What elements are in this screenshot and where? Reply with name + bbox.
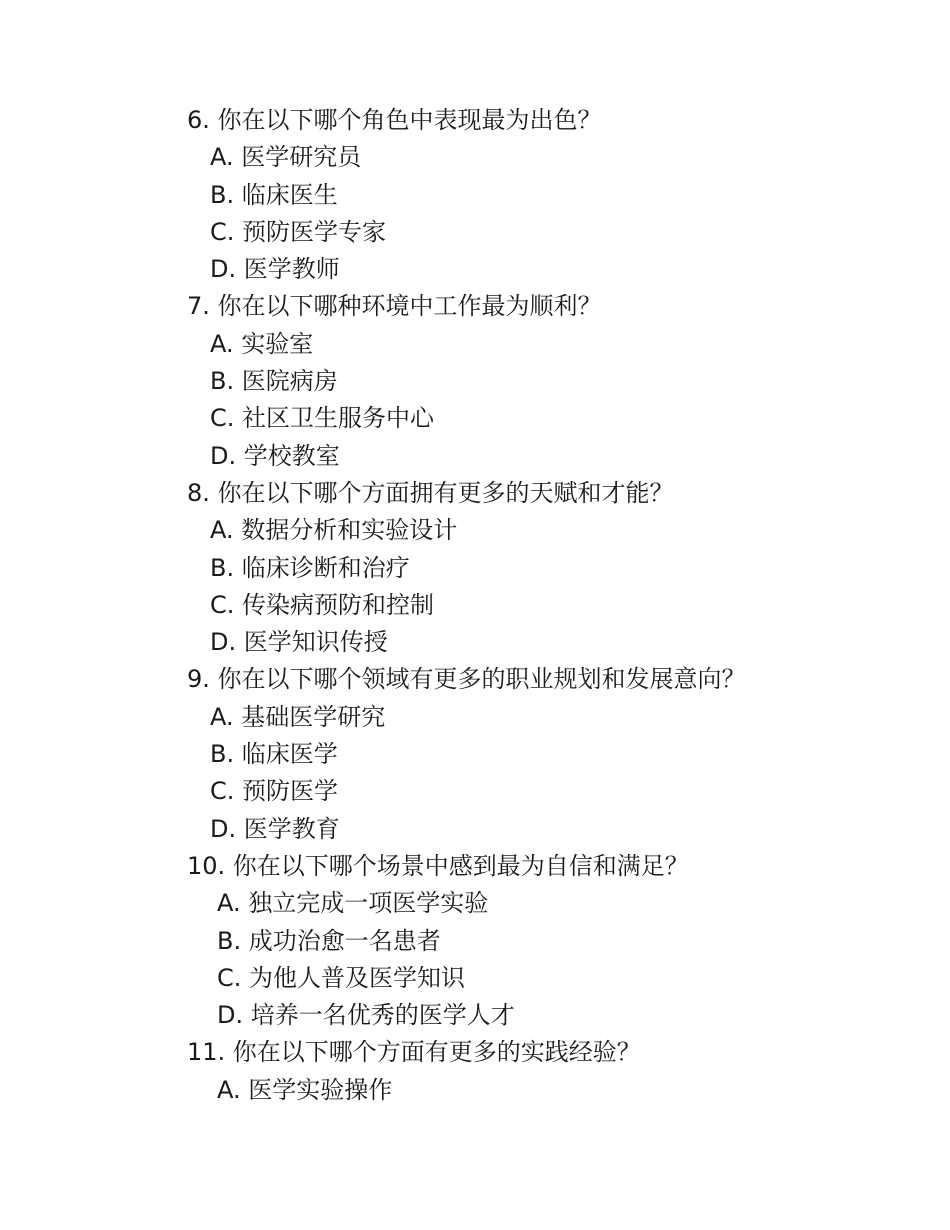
option-b: B. 临床诊断和治疗	[210, 553, 410, 582]
option-b: B. 医院病房	[210, 367, 338, 396]
option-d: D. 医学教育	[210, 814, 340, 843]
option-d: D. 培养一名优秀的医学人才	[217, 1001, 515, 1030]
option-d: D. 医学知识传授	[210, 628, 388, 657]
option-a: A. 医学实验操作	[217, 1075, 393, 1104]
option-a: A. 医学研究员	[210, 143, 362, 172]
question-text: 11. 你在以下哪个方面有更多的实践经验？	[187, 1038, 641, 1067]
option-a: A. 实验室	[210, 329, 314, 358]
option-c: C. 预防医学专家	[210, 217, 387, 246]
question-8	[187, 475, 907, 661]
option-c: C. 预防医学	[210, 777, 339, 806]
option-d: D. 医学教师	[210, 255, 340, 284]
question-6	[187, 102, 907, 288]
option-b: B. 成功治愈一名患者	[217, 926, 441, 955]
question-text: 9. 你在以下哪个领域有更多的职业规划和发展意向？	[187, 665, 746, 694]
option-d: D. 学校教室	[210, 441, 340, 470]
option-c: C. 传染病预防和控制	[210, 590, 435, 619]
option-c: C. 为他人普及医学知识	[217, 963, 466, 992]
option-b: B. 临床医学	[210, 740, 338, 769]
question-text: 7. 你在以下哪种环境中工作最为顺利？	[187, 292, 602, 321]
question-text: 8. 你在以下哪个方面拥有更多的天赋和才能？	[187, 478, 674, 507]
option-a: A. 数据分析和实验设计	[210, 516, 458, 545]
question-10	[187, 848, 907, 1034]
question-text: 6. 你在以下哪个角色中表现最为出色？	[187, 106, 602, 134]
option-a: A. 独立完成一项医学实验	[217, 889, 489, 918]
question-9	[187, 661, 907, 847]
question-text: 10. 你在以下哪个场景中感到最为自信和满足？	[187, 851, 689, 880]
option-c: C. 社区卫生服务中心	[210, 404, 435, 433]
question-list	[187, 102, 907, 1109]
question-7	[187, 288, 907, 474]
question-11	[187, 1034, 907, 1109]
option-b: B. 临床医生	[210, 180, 338, 209]
option-a: A. 基础医学研究	[210, 702, 386, 731]
